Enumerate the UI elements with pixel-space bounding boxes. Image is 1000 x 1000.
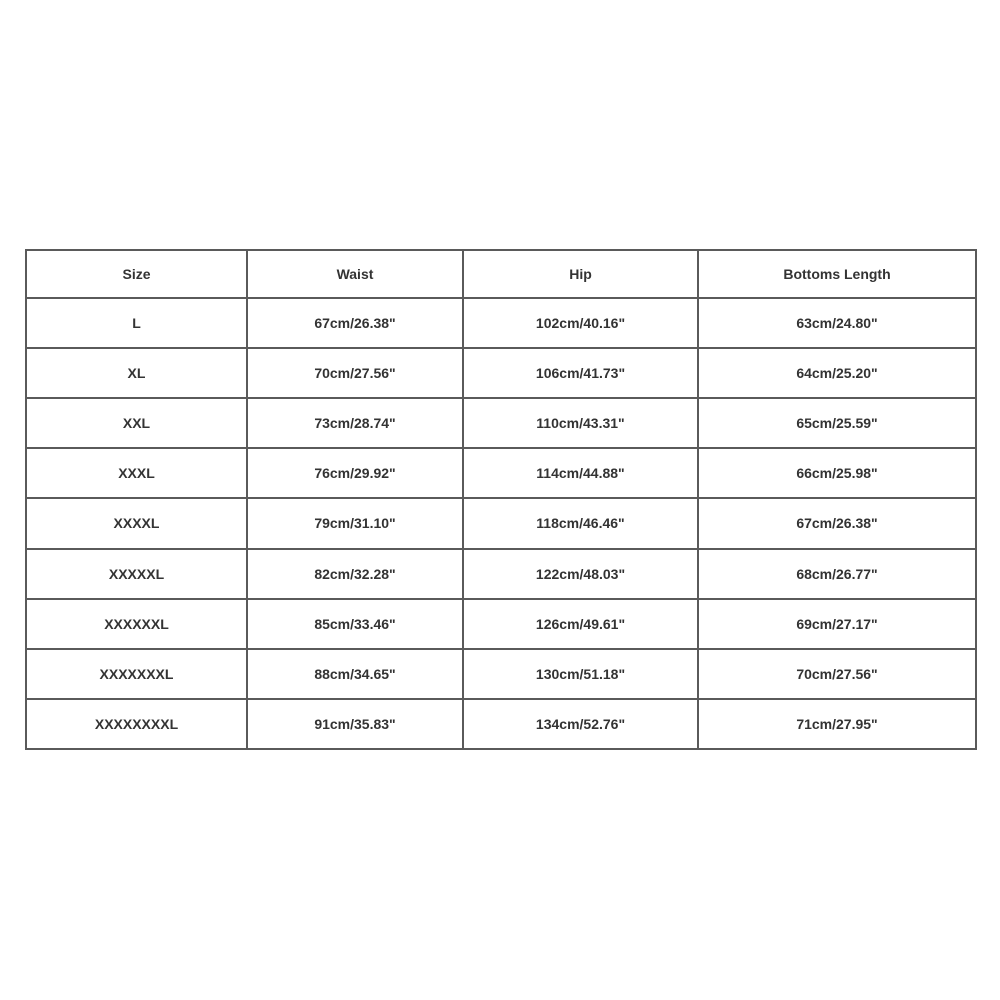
header-bottoms-length: Bottoms Length: [698, 250, 976, 298]
table-row: [26, 498, 976, 548]
cell-bottoms-length: 68cm/26.77": [698, 549, 976, 599]
cell-size: XXXL: [26, 448, 247, 498]
cell-size: XL: [26, 348, 247, 398]
cell-waist: 88cm/34.65": [247, 649, 463, 699]
cell-bottoms-length: 64cm/25.20": [698, 348, 976, 398]
cell-waist: 70cm/27.56": [247, 348, 463, 398]
cell-hip: 134cm/52.76": [463, 699, 698, 749]
table-row: [26, 448, 976, 498]
cell-bottoms-length: 69cm/27.17": [698, 599, 976, 649]
cell-hip: 126cm/49.61": [463, 599, 698, 649]
cell-hip: 106cm/41.73": [463, 348, 698, 398]
cell-waist: 82cm/32.28": [247, 549, 463, 599]
cell-waist: 67cm/26.38": [247, 298, 463, 348]
cell-waist: 91cm/35.83": [247, 699, 463, 749]
cell-size: XXL: [26, 398, 247, 448]
cell-bottoms-length: 67cm/26.38": [698, 498, 976, 548]
cell-size: XXXXXXL: [26, 599, 247, 649]
cell-hip: 122cm/48.03": [463, 549, 698, 599]
cell-hip: 118cm/46.46": [463, 498, 698, 548]
header-size: Size: [26, 250, 247, 298]
cell-size: XXXXXXXXL: [26, 699, 247, 749]
header-waist: Waist: [247, 250, 463, 298]
table-header-row: [26, 250, 976, 298]
cell-bottoms-length: 65cm/25.59": [698, 398, 976, 448]
cell-hip: 110cm/43.31": [463, 398, 698, 448]
header-hip: Hip: [463, 250, 698, 298]
cell-size: XXXXXXXL: [26, 649, 247, 699]
cell-hip: 130cm/51.18": [463, 649, 698, 699]
cell-bottoms-length: 70cm/27.56": [698, 649, 976, 699]
cell-hip: 102cm/40.16": [463, 298, 698, 348]
cell-bottoms-length: 63cm/24.80": [698, 298, 976, 348]
table-row: [26, 549, 976, 599]
cell-waist: 79cm/31.10": [247, 498, 463, 548]
cell-size: XXXXL: [26, 498, 247, 548]
size-chart-table: [25, 249, 977, 750]
cell-waist: 73cm/28.74": [247, 398, 463, 448]
table-row: [26, 398, 976, 448]
cell-size: L: [26, 298, 247, 348]
table-row: [26, 599, 976, 649]
table-row: [26, 298, 976, 348]
cell-waist: 76cm/29.92": [247, 448, 463, 498]
table-row: [26, 699, 976, 749]
cell-size: XXXXXL: [26, 549, 247, 599]
table-row: [26, 348, 976, 398]
cell-waist: 85cm/33.46": [247, 599, 463, 649]
cell-bottoms-length: 71cm/27.95": [698, 699, 976, 749]
cell-bottoms-length: 66cm/25.98": [698, 448, 976, 498]
cell-hip: 114cm/44.88": [463, 448, 698, 498]
table-row: [26, 649, 976, 699]
